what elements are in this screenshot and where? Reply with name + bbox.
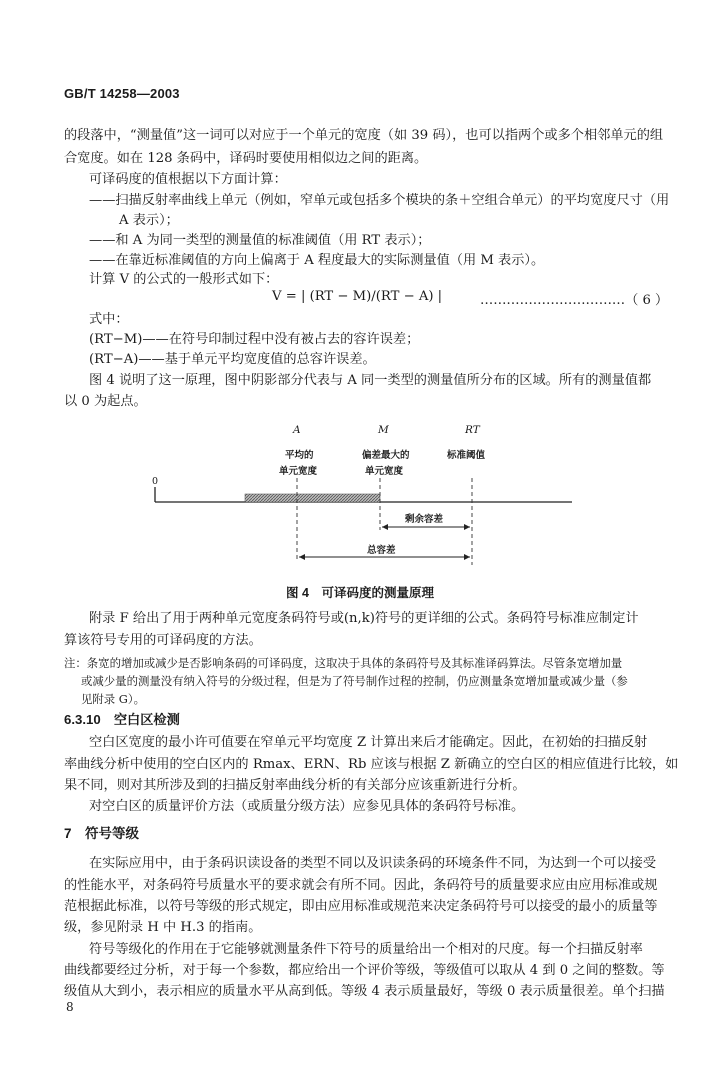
para2-line-3: (RT−A)——基于单元平均宽度值的总容许误差。 (89, 352, 376, 367)
formula-expression: V = | (RT − M)/(RT − A) | (272, 289, 443, 304)
page-number: 8 (66, 1000, 74, 1014)
section-6310-line-1: 空白区宽度的最小许可值要在窄单元平均宽度 Z 计算出来后才能确定。因此，在初始的扫描反射 (89, 735, 648, 750)
section-6310-line-2: 率曲线分析中使用的空白区内的 Rmax、ERN、Rb 应该与根据 Z 新确立的空白区的相应值进行比较，如 (64, 757, 679, 772)
section-7-line-2: 的性能水平，对条码符号质量水平的要求就会有所不同。因此，条码符号的质量要求应由应用标准或规 (64, 878, 658, 893)
section-6310-line-3: 果不同，则对其所涉及到的扫描反射率曲线分析的有关部分应该重新进行分析。 (64, 778, 526, 793)
figure-desc-m-line1: 偏差最大的 (362, 450, 410, 461)
para1-line-1: 的段落中，“测量值”这一词可以对应于一个单元的宽度（如 39 码），也可以指两个或多个相邻单元的组 (64, 128, 664, 143)
para1-line-4: ——扫描反射率曲线上单元（例如，窄单元或包括多个模块的条＋空组合单元）的平均宽度尺寸（用 (89, 193, 670, 208)
para2-line-2: (RT−M)——在符号印制过程中没有被占去的容许误差； (89, 332, 420, 347)
figure-desc-a-line1: 平均的 (285, 450, 314, 461)
section-7-heading: 7 符号等级 (64, 826, 140, 841)
para1-line-2: 合宽度。如在 128 条码中，译码时要使用相似边之间的距离。 (64, 151, 428, 166)
figure-zero-label: 0 (152, 476, 159, 487)
figure-label-rt: RT (465, 424, 480, 436)
para1-line-8: 计算 V 的公式的一般形式如下： (89, 272, 279, 287)
note-line-2: 或减少量的测量没有纳入符号的分级过程，但是为了符号制作过程的控制，仍应测量条宽增加量或减少量（参 (81, 674, 628, 688)
para2-line-5: 以 0 为起点。 (64, 394, 147, 409)
figure-label-m: M (378, 424, 389, 436)
para3-line-2: 算该符号专用的可译码度的方法。 (64, 633, 262, 648)
figure-desc-m-line2: 单元宽度 (365, 466, 404, 477)
section-7-line-4: 级，参见附录 H 中 H.3 的指南。 (64, 920, 262, 935)
para1-line-5: A 表示）； (119, 213, 179, 228)
para1-line-6: ——和 A 为同一类型的测量值的标准阈值（用 RT 表示）； (89, 233, 431, 248)
figure-desc-rt: 标准阈值 (447, 450, 486, 461)
measurement-distribution-region (245, 494, 380, 502)
section-7-line-1: 在实际应用中，由于条码识读设备的类型不同以及识读条码的环境条件不同，为达到一个可以接受 (89, 856, 657, 871)
figure-caption: 图 4 可译码度的测量原理 (286, 586, 434, 600)
para1-line-3: 可译码度的值根据以下方面计算： (89, 172, 287, 187)
para2-line-4: 图 4 说明了这一原理，图中阴影部分代表与 A 同一类型的测量值所分布的区域。所有的测量值都 (89, 373, 652, 388)
standard-header: GB/T 14258—2003 (64, 86, 180, 101)
formula-number: ……………………………（ 6 ） (480, 293, 669, 308)
figure-remaining-tolerance-label: 剩余容差 (405, 514, 444, 525)
section-7-line-3: 范根据此标准，以符号等级的形式规定，即由应用标准或规范来决定条码符号可以接受的最小的质量等 (64, 899, 658, 914)
para2-line-1: 式中： (89, 312, 129, 327)
section-7-line-5: 符号等级化的作用在于它能够就测量条件下符号的质量给出一个相对的尺度。每一个扫描反射率 (89, 942, 643, 957)
para3-line-1: 附录 F 给出了用于两种单元宽度条码符号或(n,k)符号的更详细的公式。条码符号标准应制定计 (89, 611, 639, 626)
para1-line-7: ——在靠近标准阈值的方向上偏离于 A 程度最大的实际测量值（用 M 表示）。 (89, 253, 545, 268)
section-6310-line-4: 对空白区的质量评价方法（或质量分级方法）应参见具体的条码符号标准。 (89, 799, 525, 814)
figure-label-a: A (293, 424, 301, 436)
section-7-line-6: 曲线都要经过分析，对于每一个参数，都应给出一个评价等级，等级值可以取从 4 到 0 之间的整数。等 (64, 963, 665, 978)
note-line-3: 见附录 G）。 (81, 692, 145, 706)
figure-desc-a-line2: 单元宽度 (279, 466, 318, 477)
section-7-line-7: 级值从大到小，表示相应的质量水平从高到低。等级 4 表示质量最好，等级 0 表示质量很差。单个扫描 (64, 984, 665, 999)
figure-total-tolerance-label: 总容差 (367, 545, 396, 556)
section-6310-heading: 6.3.10 空白区检测 (64, 712, 180, 727)
note-line-1: 注：条宽的增加或减少是否影响条码的可译码度，这取决于具体的条码符号及其标准译码算法。尽管条宽增加量 (64, 656, 623, 670)
